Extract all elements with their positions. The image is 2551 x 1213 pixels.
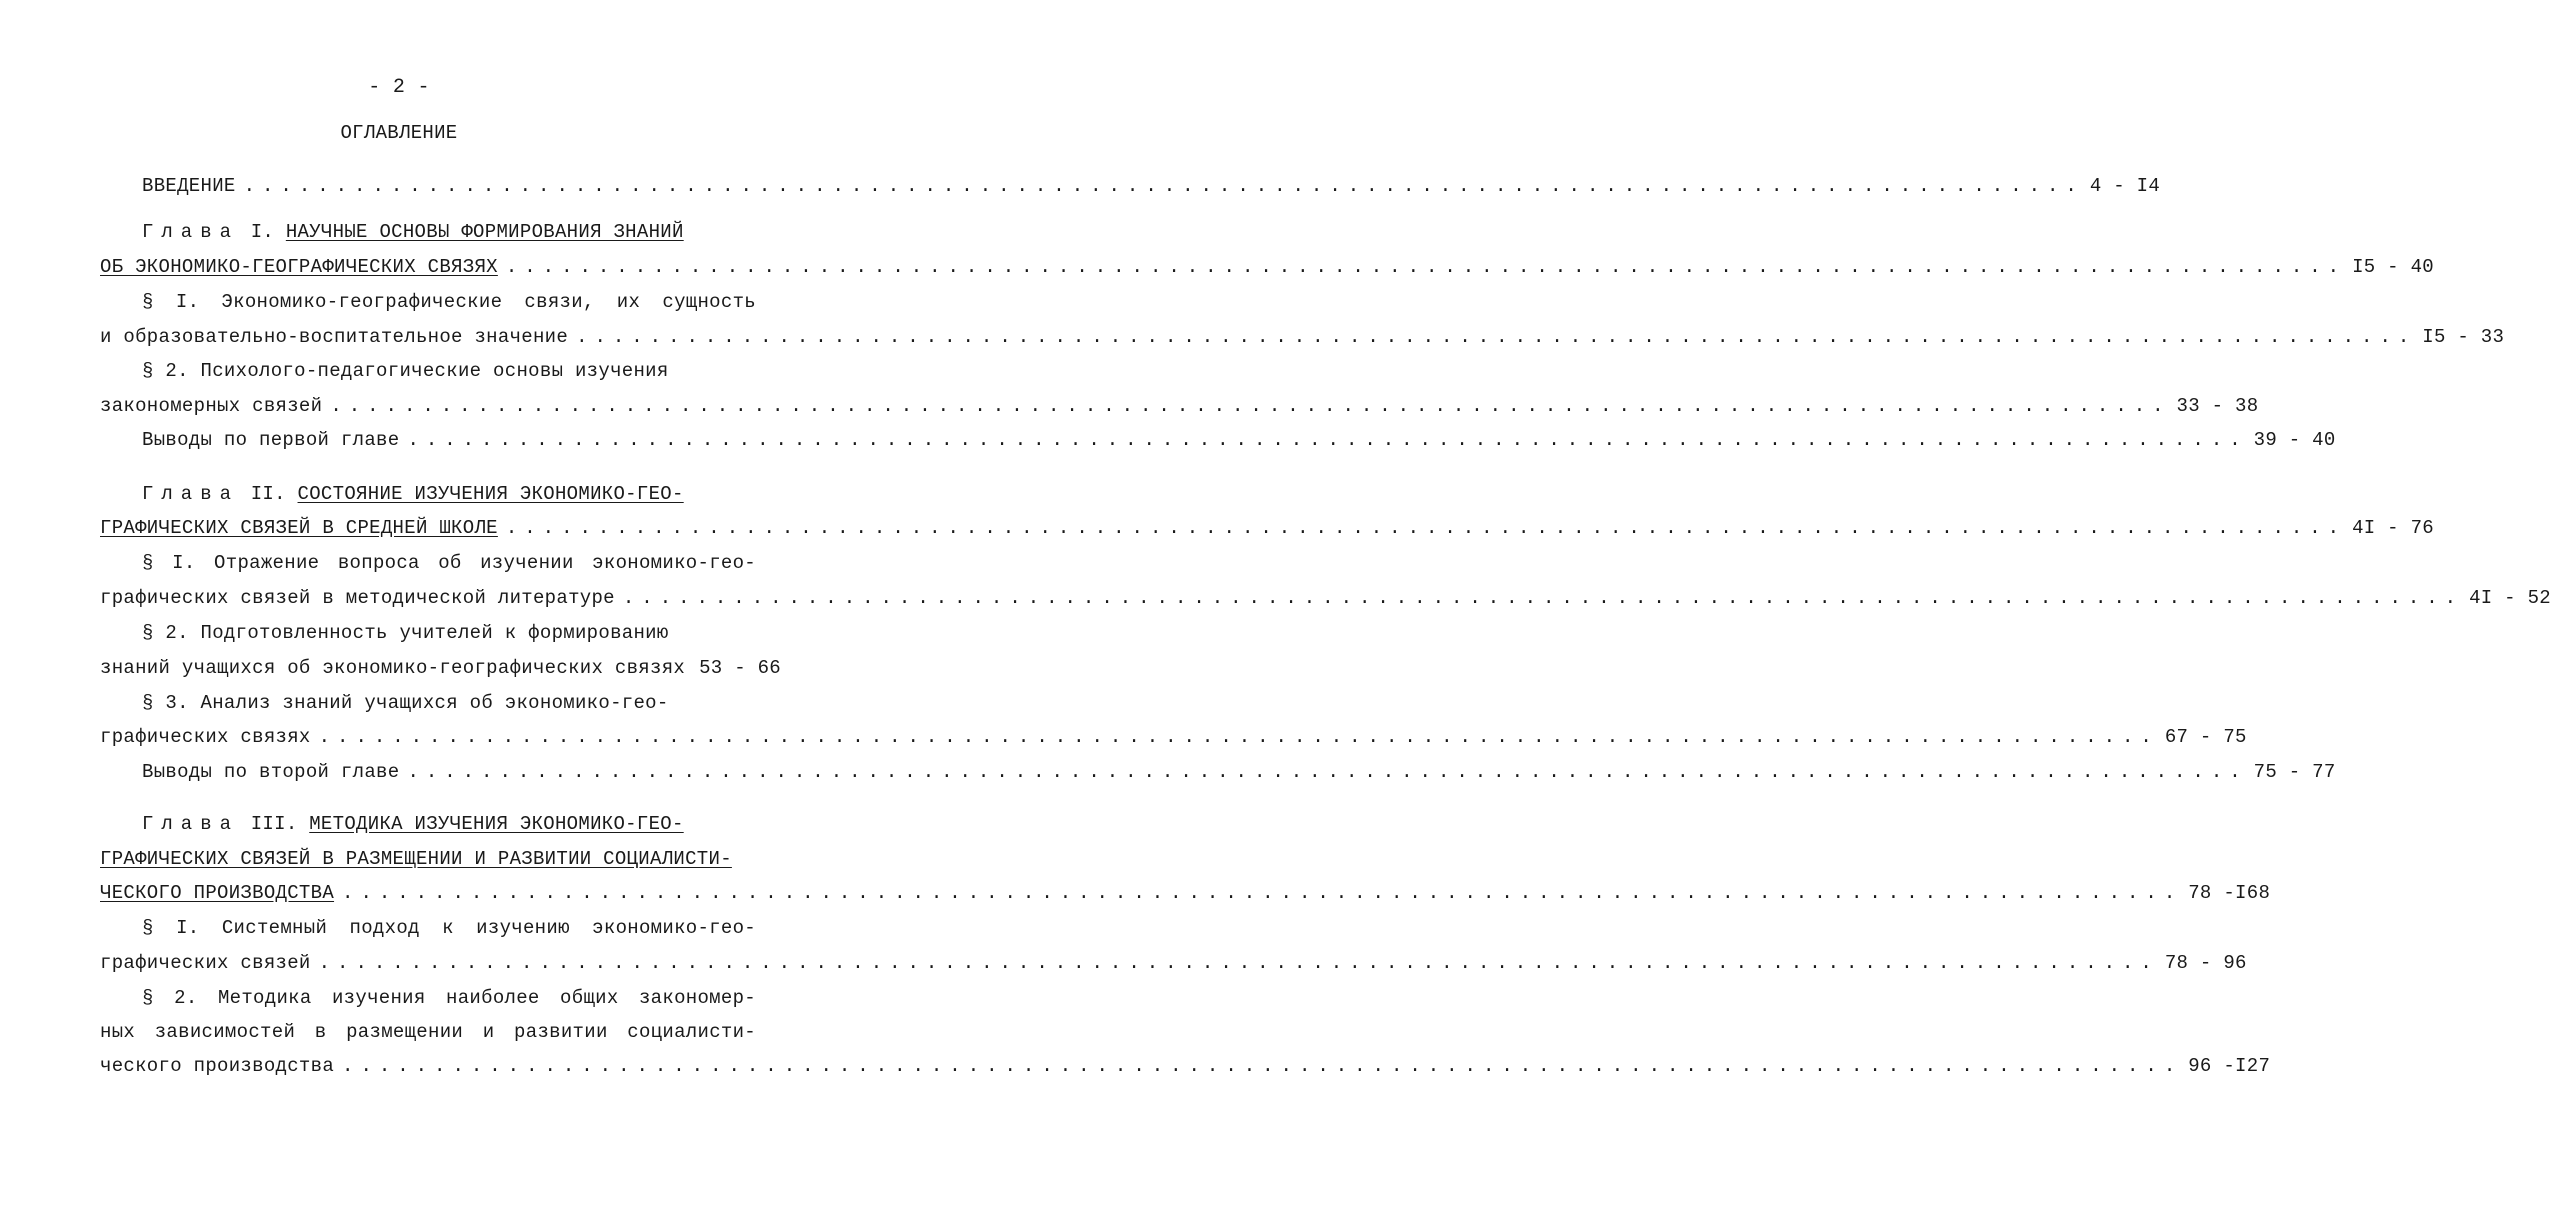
section-1-2-end [100, 393, 2259, 419]
chapter-prefix: Глава [142, 813, 240, 835]
section-text: графических связей в методической литературе [100, 587, 615, 609]
chapter-title-line: МЕТОДИКА ИЗУЧЕНИЯ ЭКОНОМИКО-ГЕО- [309, 813, 684, 835]
dot-leader: .................................................................................................... [505, 517, 2347, 539]
chapter-title-line: ГРАФИЧЕСКИХ СВЯЗЕЙ В РАЗМЕЩЕНИИ И РАЗВИТИИ СОЦИАЛИСТИ- [100, 848, 732, 870]
toc-entry-pages: 39 - 40 [2253, 429, 2336, 451]
section-2-2-line: § 2. Подготовленность учителей к формированию [142, 622, 669, 644]
toc-entry-pages: 4 - I4 [2089, 175, 2161, 197]
dot-leader: .................................................................................................... [576, 326, 2417, 348]
dot-leader: .................................................................................................... [342, 1055, 2183, 1077]
page-number: - 2 - [368, 76, 430, 99]
section-3-1-line: § I. Системный подход к изучению экономико-гео- [142, 917, 756, 939]
section-text: и образовательно-воспитательное значение [100, 326, 569, 348]
section-3-1-end [100, 950, 2247, 976]
chapter-title-line: ГРАФИЧЕСКИХ СВЯЗЕЙ В СРЕДНЕЙ ШКОЛЕ [100, 517, 498, 539]
dot-leader: .................................................................................................... [243, 175, 2084, 197]
chapter-title-line: НАУЧНЫЕ ОСНОВЫ ФОРМИРОВАНИЯ ЗНАНИЙ [285, 221, 684, 243]
section-2-1-line: § I. Отражение вопроса об изучении экономико-гео- [142, 552, 756, 574]
dot-leader: .................................................................................................... [407, 761, 2248, 783]
chapter-3-title-end [100, 880, 2271, 906]
toc-entry-pages: 4I - 52 [2469, 587, 2551, 609]
chapter-title-line: ЧЕСКОГО ПРОИЗВОДСТВА [100, 882, 335, 904]
chapter-title-line: ОБ ЭКОНОМИКО-ГЕОГРАФИЧЕСКИХ СВЯЗЯХ [100, 256, 498, 278]
section-3-2-end [100, 1053, 2271, 1079]
section-1-1-end [100, 324, 2505, 350]
dot-leader: .................................................................................................... [622, 587, 2464, 609]
toc-entry-pages: 78 - 96 [2164, 952, 2247, 974]
section-2-3-line: § 3. Анализ знаний учащихся об экономико-гео- [142, 692, 669, 714]
chapter-3-heading [142, 811, 756, 837]
section-text: графических связей [100, 952, 311, 974]
chapter-1-title-end [100, 254, 2434, 280]
chapter-1-conclusion [142, 427, 2336, 453]
section-1-1-line: § I. Экономико-географические связи, их сущность [142, 291, 756, 313]
section-2-2-end [100, 655, 782, 681]
dot-leader: .................................................................................................... [318, 952, 2159, 974]
section-2-3-end [100, 724, 2247, 750]
section-text: Выводы по второй главе [142, 761, 400, 783]
chapter-2-title-end [100, 515, 2434, 541]
toc-entry-pages: 4I - 76 [2352, 517, 2434, 539]
toc-entry-pages: 78 -I68 [2188, 882, 2271, 904]
section-3-2-line-2: ных зависимостей в размещении и развитии социалисти- [100, 1021, 756, 1043]
toc-entry-pages: 67 - 75 [2164, 726, 2247, 748]
section-1-2-line: § 2. Психолого-педагогические основы изучения [142, 360, 669, 382]
toc-entry-pages: 33 - 38 [2176, 395, 2259, 417]
section-3-2-line: § 2. Методика изучения наиболее общих закономер- [142, 987, 756, 1009]
chapter-number: I. [239, 221, 286, 243]
chapter-3-title-line-2 [100, 846, 756, 872]
chapter-number: III. [239, 813, 310, 835]
section-text: знаний учащихся об экономико-географических связях [100, 657, 686, 679]
toc-entry-pages: I5 - 33 [2422, 326, 2505, 348]
toc-entry-pages: 53 - 66 [699, 657, 782, 679]
dot-leader: .................................................................................................... [407, 429, 2248, 451]
section-text: графических связях [100, 726, 311, 748]
toc-entry-introduction [142, 173, 2161, 199]
toc-entry-pages: 75 - 77 [2253, 761, 2336, 783]
chapter-prefix: Глава [142, 483, 240, 505]
chapter-number: II. [239, 483, 298, 505]
chapter-title-line: СОСТОЯНИЕ ИЗУЧЕНИЯ ЭКОНОМИКО-ГЕО- [297, 483, 684, 505]
dot-leader: .................................................................................................... [330, 395, 2171, 417]
chapter-prefix: Глава [142, 221, 240, 243]
toc-entry-label: ВВЕДЕНИЕ [142, 175, 236, 197]
section-text: ческого производства [100, 1055, 335, 1077]
dot-leader: .................................................................................................... [505, 256, 2347, 278]
chapter-2-heading [142, 481, 756, 507]
section-text: закономерных связей [100, 395, 323, 417]
chapter-2-conclusion [142, 759, 2336, 785]
dot-leader: .................................................................................................... [318, 726, 2159, 748]
page-title: ОГЛАВЛЕНИЕ [340, 122, 458, 144]
section-2-1-end [100, 585, 2551, 611]
toc-entry-pages: 96 -I27 [2188, 1055, 2271, 1077]
dot-leader: .................................................................................................... [342, 882, 2183, 904]
section-text: Выводы по первой главе [142, 429, 400, 451]
toc-entry-pages: I5 - 40 [2352, 256, 2434, 278]
chapter-1-heading [142, 219, 756, 245]
